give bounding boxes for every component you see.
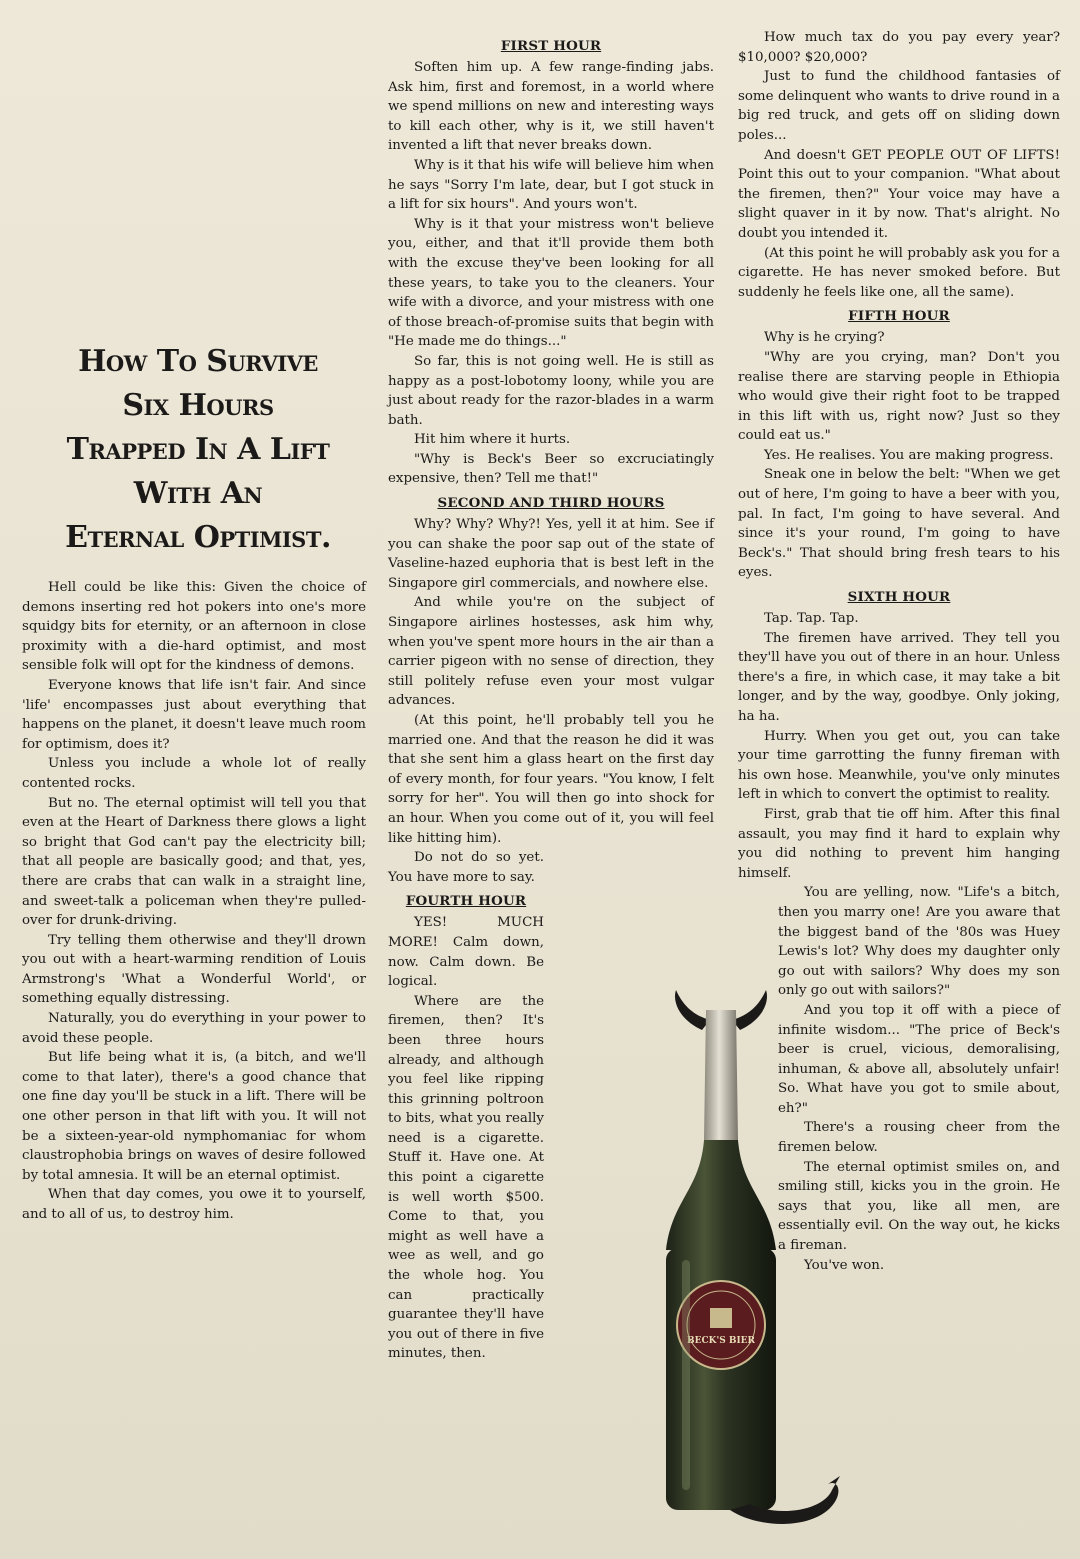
body-paragraph: And you top it off with a piece of infinite wisdom... "The price of Beck's beer is cruel, vicious, demoralising, inhuman, & above all, absolutely unfair! So. What have you got to smile about, eh?": [778, 1002, 1060, 1116]
bottle-label-text: BECK'S BIER: [687, 1336, 755, 1346]
body-paragraph: Try telling them otherwise and they'll drown you out with a heart-warming rendition of Louis Armstrong's 'What a Wonderful World', or something equally distressing.: [22, 932, 366, 1007]
headline-line: How To Survive: [78, 344, 318, 379]
headline-line: Eternal Optimist.: [65, 520, 331, 555]
body-paragraph: You've won.: [804, 1257, 885, 1273]
section-heading-fourth-hour: FOURTH HOUR: [405, 893, 527, 910]
body-paragraph: So far, this is not going well. He is still as happy as a post-lobotomy loony, while you are just about ready for the razor-blades in a warm bath.: [388, 353, 714, 428]
body-paragraph: Just to fund the childhood fantasies of some delinquent who wants to drive round in a big red truck, and gets off on sliding down poles...: [738, 69, 1060, 143]
body-paragraph: Do not do so yet. You have more to say.: [388, 850, 544, 885]
section-heading-sixth-hour: SIXTH HOUR: [847, 589, 951, 606]
body-paragraph: Naturally, you do everything in your power to avoid these people.: [22, 1011, 366, 1046]
body-paragraph: First, grab that tie off him. After this final assault, you may find it hard to explain why you did nothing to prevent him hanging himself.: [738, 806, 1060, 881]
body-paragraph: The firemen have arrived. They tell you they'll have you out of there in an hour. Unless there's a fire, in which case, it may take a bit longer, and by the way, goodbye. Only joking, ha ha.: [738, 630, 1060, 724]
body-paragraph: Tap. Tap. Tap.: [764, 611, 859, 627]
body-paragraph: (At this point, he'll probably tell you he married one. And that the reason he did it was that she sent him a glass heart on the first day of every month, for four years. "You know, I felt sorry for her". You will then go into shock for an hour. When you come out of it, you will feel like hitting him).: [388, 713, 714, 846]
headline-line: With An: [133, 476, 263, 511]
devil-beer-bottle-illustration: [610, 990, 850, 1530]
body-paragraph: But no. The eternal optimist will tell you that even at the Heart of Darkness there glows a light so bright that God can't pay the electricity bill; that all people are basically good; and that, yes, there are crabs that can walk in a straight line, and sweet-talk a policeman when they're pulled-over for drunk-driving.: [22, 795, 366, 929]
body-paragraph: And while you're on the subject of Singapore airlines hostesses, ask him why, when you've spent more hours in the air than a carrier pigeon with no sense of direction, they still politely refuse even your most vulgar advances.: [388, 595, 714, 709]
body-paragraph: Everyone knows that life isn't fair. And since 'life' encompasses just about everything that happens on the planet, it doesn't leave much room for optimism, does it?: [22, 677, 366, 752]
body-paragraph: Where are the firemen, then? It's been three hours already, and although you feel like ripping this grinning poltroon to bits, what you really need is a cigarette. Stuff it. Have one. At this point a cigarette is well worth $500. Come to that, you might as well have a wee as well, and go the whole hog. You can practically guarantee they'll have you out of there in five minutes, then.: [388, 993, 544, 1362]
devil-horn-right: [732, 990, 767, 1030]
body-paragraph: When that day comes, you owe it to yourself, and to all of us, to destroy him.: [22, 1187, 366, 1222]
body-paragraph: Hurry. When you get out, you can take your time garrotting the funny fireman with his own hose. Meanwhile, you've only minutes left in which to convert the optimist to reality.: [738, 728, 1060, 803]
body-paragraph: How much tax do you pay every year? $10,000? $20,000?: [738, 30, 1060, 65]
devil-horn-left: [675, 990, 710, 1030]
headline-line: Trapped In A Lift: [66, 432, 330, 467]
headline-line: Six Hours: [122, 388, 274, 423]
body-paragraph: You are yelling, now. "Life's a bitch, then you marry one! Are you aware that the biggest band of the '80s was Huey Lewis's lot? Why does my daughter only go out with sailors? Why does my son only go out with sailors?": [778, 885, 1060, 999]
body-paragraph: Why is he crying?: [764, 330, 885, 346]
body-paragraph: Soften him up. A few range-finding jabs. Ask him, first and foremost, in a world where we spend millions on new and interesting ways to kill each other, why is it, we still haven't invented a lift that never breaks down.: [388, 60, 714, 154]
body-paragraph: And doesn't GET PEOPLE OUT OF LIFTS! Point this out to your companion. "What about the firemen, then?" Your voice may have a slight quaver in it by now. That's alright. No doubt you intended it.: [738, 147, 1060, 241]
body-paragraph: Yes. He realises. You are making progress.: [764, 447, 1054, 463]
body-paragraph: There's a rousing cheer from the firemen below.: [778, 1120, 1060, 1156]
body-paragraph: "Why is Beck's Beer so excruciatingly expensive, then? Tell me that!": [388, 451, 714, 487]
section-heading-fifth-hour: FIFTH HOUR: [848, 308, 950, 325]
headline: [22, 340, 374, 560]
body-paragraph: Unless you include a whole lot of really contented rocks.: [22, 756, 366, 791]
body-paragraph: Sneak one in below the belt: "When we get out of here, I'm going to have a beer with you, pal. In fact, I'm going to have several. And since it's your round, I'm going to have Beck's." That should bring fresh tears to his eyes.: [738, 467, 1060, 581]
body-paragraph: But life being what it is, (a bitch, and we'll come to that later), there's a good chance that one fine day you'll be stuck in a lift. There will be one other person in that lift with you. It will not be a sixteen-year-old nymphomaniac for whom claustrophobia brings on waves of desire followed by total amnesia. It will be an eternal optimist.: [22, 1050, 366, 1183]
section-heading-second-third-hours: SECOND AND THIRD HOURS: [437, 495, 665, 512]
body-paragraph: YES! MUCH MORE! Calm down, now. Calm down. Be logical.: [388, 915, 544, 990]
body-paragraph: "Why are you crying, man? Don't you realise there are starving people in Ethiopia who would give their right foot to be trapped in this lift with us, right now? Just so they could eat us.": [738, 349, 1060, 444]
body-paragraph: Hit him where it hurts.: [414, 432, 571, 448]
body-paragraph: Why? Why? Why?! Yes, yell it at him. See if you can shake the poor sap out of the state of Vaseline-hazed euphoria that is best left in the Singapore girl commercials, and nowhere else.: [388, 517, 714, 591]
column-left: [22, 578, 366, 1225]
body-paragraph: (At this point he will probably ask you for a cigarette. He has never smoked before. But suddenly he feels like one, all the same).: [738, 245, 1060, 300]
body-paragraph: Why is it that your mistress won't believe you, either, and that it'll provide them both with the excuse they've been looking for all these years, to take you to the cleaners. Your wife with a divorce, and your mistress with one of those breach-of-promise suits that begin with "He made me do things...": [388, 216, 714, 350]
body-paragraph: Hell could be like this: Given the choice of demons inserting red hot pokers into one's more squidgy bits for eternity, or an afternoon in close proximity with a die-hard optimist, and most sensible folk will opt for the kindness of demons.: [22, 580, 366, 674]
body-paragraph: The eternal optimist smiles on, and smiling still, kicks you in the groin. He says that you, like all men, are essentially evil. On the way out, he kicks a fireman.: [778, 1159, 1060, 1254]
body-paragraph: Why is it that his wife will believe him when he says "Sorry I'm late, dear, but I got stuck in a lift for six hours". And yours won't.: [388, 157, 714, 213]
section-heading-first-hour: FIRST HOUR: [500, 38, 602, 54]
